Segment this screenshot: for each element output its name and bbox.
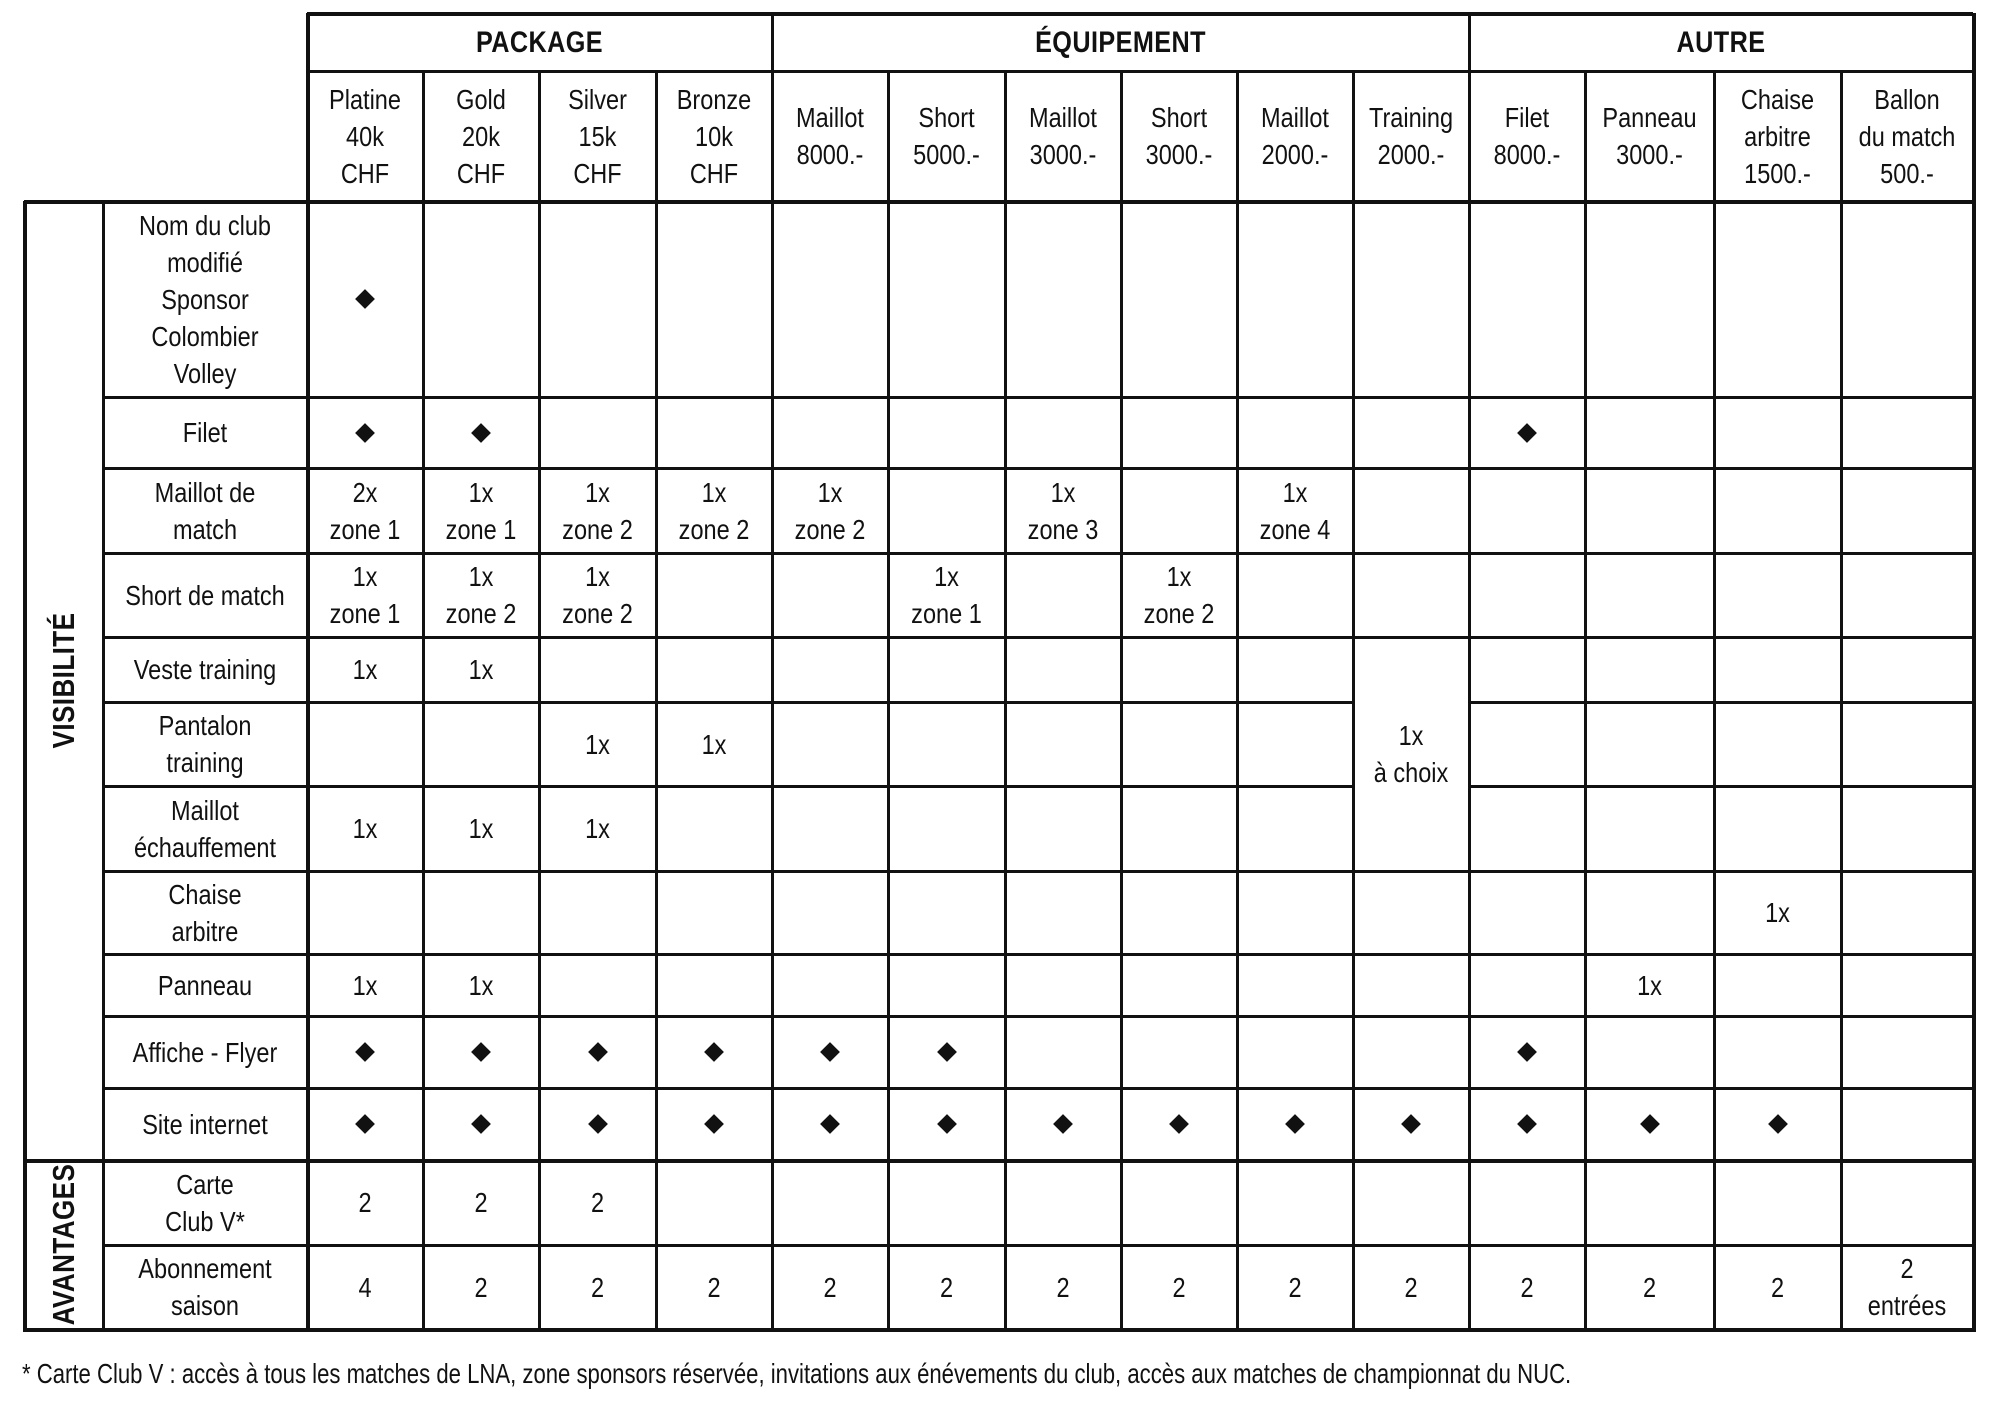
diamond-icon xyxy=(704,1114,724,1134)
table-cell: 1x zone 2 xyxy=(794,476,866,545)
border-line xyxy=(307,12,1973,16)
border-line xyxy=(887,71,890,201)
column-header: Training 2000.- xyxy=(1368,102,1454,170)
table-cell: 2 xyxy=(1770,1271,1785,1303)
diamond-icon xyxy=(937,1042,957,1062)
diamond-icon xyxy=(471,1114,491,1134)
table-cell: 1x xyxy=(352,969,378,1001)
table-cell xyxy=(1469,1088,1585,1160)
border-line xyxy=(307,70,1973,73)
table-cell xyxy=(888,1016,1005,1088)
table-cell xyxy=(307,1016,423,1088)
table-cell: 2x zone 1 xyxy=(329,476,401,545)
group-header-2: AUTRE xyxy=(1676,25,1766,59)
border-line xyxy=(103,1015,1973,1018)
table-cell: 2 xyxy=(474,1271,488,1303)
border-line xyxy=(103,785,1353,788)
row-label: Pantalon training xyxy=(158,710,252,778)
table-cell: 1x xyxy=(468,969,494,1001)
group-header-1: ÉQUIPEMENT xyxy=(1035,25,1206,59)
row-label: Filet xyxy=(182,417,228,448)
table-cell: 1x zone 1 xyxy=(445,476,517,545)
column-header: Bronze 10k CHF xyxy=(676,83,752,189)
table-cell xyxy=(656,1016,772,1088)
diamond-icon xyxy=(355,289,375,309)
border-line xyxy=(1713,71,1716,201)
table-cell xyxy=(1469,397,1585,468)
border-line xyxy=(1469,701,1973,704)
diamond-icon xyxy=(704,1042,724,1062)
row-label: Nom du club modifié Sponsor Colombier Volley xyxy=(138,209,272,389)
table-cell: 1x xyxy=(352,654,378,685)
diamond-icon xyxy=(1169,1114,1189,1134)
table-cell: 2 xyxy=(474,1187,488,1218)
diamond-icon xyxy=(588,1042,608,1062)
column-header: Filet 8000.- xyxy=(1493,102,1561,170)
border-line xyxy=(1352,71,1355,201)
border-line xyxy=(1840,201,1843,1329)
table-cell: 2 entrées xyxy=(1867,1253,1947,1321)
border-line xyxy=(538,201,541,1329)
table-cell: 2 xyxy=(590,1187,605,1218)
border-line xyxy=(103,1087,1973,1090)
diamond-icon xyxy=(1768,1114,1788,1134)
border-line xyxy=(1468,201,1471,1329)
table-cell: 1x zone 2 xyxy=(445,561,517,629)
diamond-icon xyxy=(1517,1114,1537,1134)
column-header: Ballon du match 500.- xyxy=(1858,83,1956,189)
border-line xyxy=(655,71,658,201)
row-label: Maillot de match xyxy=(154,476,256,545)
diamond-icon xyxy=(355,1042,375,1062)
border-line xyxy=(422,71,425,201)
table-cell: 2 xyxy=(823,1271,837,1303)
diamond-icon xyxy=(471,1042,491,1062)
footnote: * Carte Club V : accès à tous les matches de LNA, zone sponsors réservée, invitations aux énévements du club, accès aux matches de championnat du NUC. xyxy=(22,1358,1572,1389)
row-label: Panneau xyxy=(157,969,253,1001)
table-cell: 1x zone 3 xyxy=(1027,476,1099,545)
border-line xyxy=(306,201,310,1329)
table-cell xyxy=(1005,1088,1121,1160)
border-line xyxy=(1584,201,1587,1329)
border-line xyxy=(887,201,890,1329)
table-cell xyxy=(1121,1088,1237,1160)
table-cell xyxy=(1585,1088,1714,1160)
table-cell: 1x zone 4 xyxy=(1259,476,1331,545)
table-cell: 2 xyxy=(1172,1271,1186,1303)
table-cell: 1x zone 2 xyxy=(562,476,633,545)
border-line xyxy=(103,701,1353,704)
border-line xyxy=(103,636,1973,639)
diamond-icon xyxy=(355,1114,375,1134)
border-line xyxy=(771,201,774,1329)
diamond-icon xyxy=(937,1114,957,1134)
table-cell: 1x xyxy=(1765,897,1790,928)
border-line xyxy=(24,1159,1973,1163)
border-line xyxy=(1584,71,1587,201)
column-header: Platine 40k CHF xyxy=(329,83,401,189)
table-cell xyxy=(772,1016,888,1088)
table-cell xyxy=(423,1016,539,1088)
border-line xyxy=(1352,201,1355,1329)
border-line xyxy=(103,552,1973,555)
table-cell: 1x xyxy=(585,813,610,844)
border-line xyxy=(422,201,425,1329)
section-label-0: VISIBILITÉ xyxy=(45,612,81,749)
row-label: Carte Club V* xyxy=(165,1168,245,1237)
border-line xyxy=(102,201,105,1329)
table-cell: 1x zone 2 xyxy=(678,476,750,545)
table-cell: 2 xyxy=(1056,1271,1070,1303)
column-header: Maillot 2000.- xyxy=(1261,102,1329,170)
table-cell xyxy=(539,1016,656,1088)
table-cell xyxy=(1353,1088,1469,1160)
table-cell xyxy=(1237,1088,1353,1160)
border-line xyxy=(1120,201,1123,1329)
table-cell xyxy=(1714,1088,1841,1160)
table-cell: 2 xyxy=(707,1271,721,1303)
border-line xyxy=(1972,13,1976,201)
border-line xyxy=(538,71,541,201)
row-label: Site internet xyxy=(142,1108,268,1140)
column-header: Chaise arbitre 1500.- xyxy=(1740,83,1815,189)
table-cell xyxy=(423,397,539,468)
table-cell xyxy=(888,1088,1005,1160)
column-header: Silver 15k CHF xyxy=(568,83,627,189)
border-line xyxy=(1004,71,1007,201)
table-cell: 1x zone 1 xyxy=(911,561,982,629)
diamond-icon xyxy=(1640,1114,1660,1134)
table-cell: 1x zone 2 xyxy=(1143,561,1215,629)
border-line xyxy=(24,1328,1973,1332)
diamond-icon xyxy=(1517,1042,1537,1062)
table-cell: 2 xyxy=(1642,1271,1657,1303)
table-cell xyxy=(539,1088,656,1160)
border-line xyxy=(655,201,658,1329)
row-label: Veste training xyxy=(133,654,277,685)
row-label: Chaise arbitre xyxy=(168,878,242,947)
table-cell: 2 xyxy=(590,1271,605,1303)
training-merged-cell: 1x à choix xyxy=(1373,720,1449,788)
table-cell: 4 xyxy=(358,1271,372,1303)
table-cell xyxy=(307,1088,423,1160)
table-cell xyxy=(307,397,423,468)
border-line xyxy=(24,200,1973,204)
table-cell: 1x xyxy=(585,728,610,760)
row-label: Short de match xyxy=(125,579,285,611)
group-header-0: PACKAGE xyxy=(475,25,604,59)
table-cell: 1x xyxy=(701,728,727,760)
diamond-icon xyxy=(588,1114,608,1134)
border-line xyxy=(1469,785,1973,788)
border-line xyxy=(103,1244,1973,1247)
table-cell: 1x xyxy=(352,813,378,844)
table-cell xyxy=(307,201,423,397)
border-line xyxy=(103,870,1973,873)
table-cell xyxy=(772,1088,888,1160)
border-line xyxy=(1236,71,1239,201)
column-header: Maillot 8000.- xyxy=(796,102,864,170)
border-line xyxy=(23,201,27,1332)
column-header: Panneau 3000.- xyxy=(1602,102,1697,170)
table-cell: 2 xyxy=(358,1187,372,1218)
table-cell: 1x xyxy=(468,813,494,844)
border-line xyxy=(1236,201,1239,1329)
column-header: Short 3000.- xyxy=(1145,102,1213,170)
diamond-icon xyxy=(1517,423,1537,443)
border-line xyxy=(103,953,1973,956)
border-line xyxy=(306,13,310,201)
column-header: Maillot 3000.- xyxy=(1029,102,1097,170)
row-label: Maillot échauffement xyxy=(133,794,277,863)
column-header: Gold 20k CHF xyxy=(456,83,506,189)
diamond-icon xyxy=(1285,1114,1305,1134)
row-label: Abonnement saison xyxy=(138,1253,272,1321)
diamond-icon xyxy=(820,1042,840,1062)
table-cell xyxy=(1469,1016,1585,1088)
table-cell: 1x xyxy=(468,654,494,685)
table-cell: 1x xyxy=(1637,969,1662,1001)
table-cell: 2 xyxy=(1520,1271,1534,1303)
table-cell: 2 xyxy=(939,1271,954,1303)
border-line xyxy=(1120,71,1123,201)
border-line xyxy=(771,13,774,201)
border-line xyxy=(1840,71,1843,201)
border-line xyxy=(1972,201,1976,1332)
diamond-icon xyxy=(355,423,375,443)
border-line xyxy=(1713,201,1716,1329)
table-cell: 1x zone 2 xyxy=(562,561,633,629)
border-line xyxy=(103,467,1973,470)
border-line xyxy=(1004,201,1007,1329)
section-label-1: AVANTAGES xyxy=(45,1163,81,1326)
diamond-icon xyxy=(1053,1114,1073,1134)
diamond-icon xyxy=(471,423,491,443)
table-cell xyxy=(423,1088,539,1160)
diamond-icon xyxy=(1401,1114,1421,1134)
table-cell xyxy=(656,1088,772,1160)
table-cell: 1x zone 1 xyxy=(329,561,401,629)
table-cell: 2 xyxy=(1288,1271,1302,1303)
border-line xyxy=(1468,13,1471,201)
row-label: Affiche - Flyer xyxy=(132,1036,278,1068)
diamond-icon xyxy=(820,1114,840,1134)
column-header: Short 5000.- xyxy=(913,102,980,170)
border-line xyxy=(103,396,1973,399)
table-cell: 2 xyxy=(1404,1271,1418,1303)
